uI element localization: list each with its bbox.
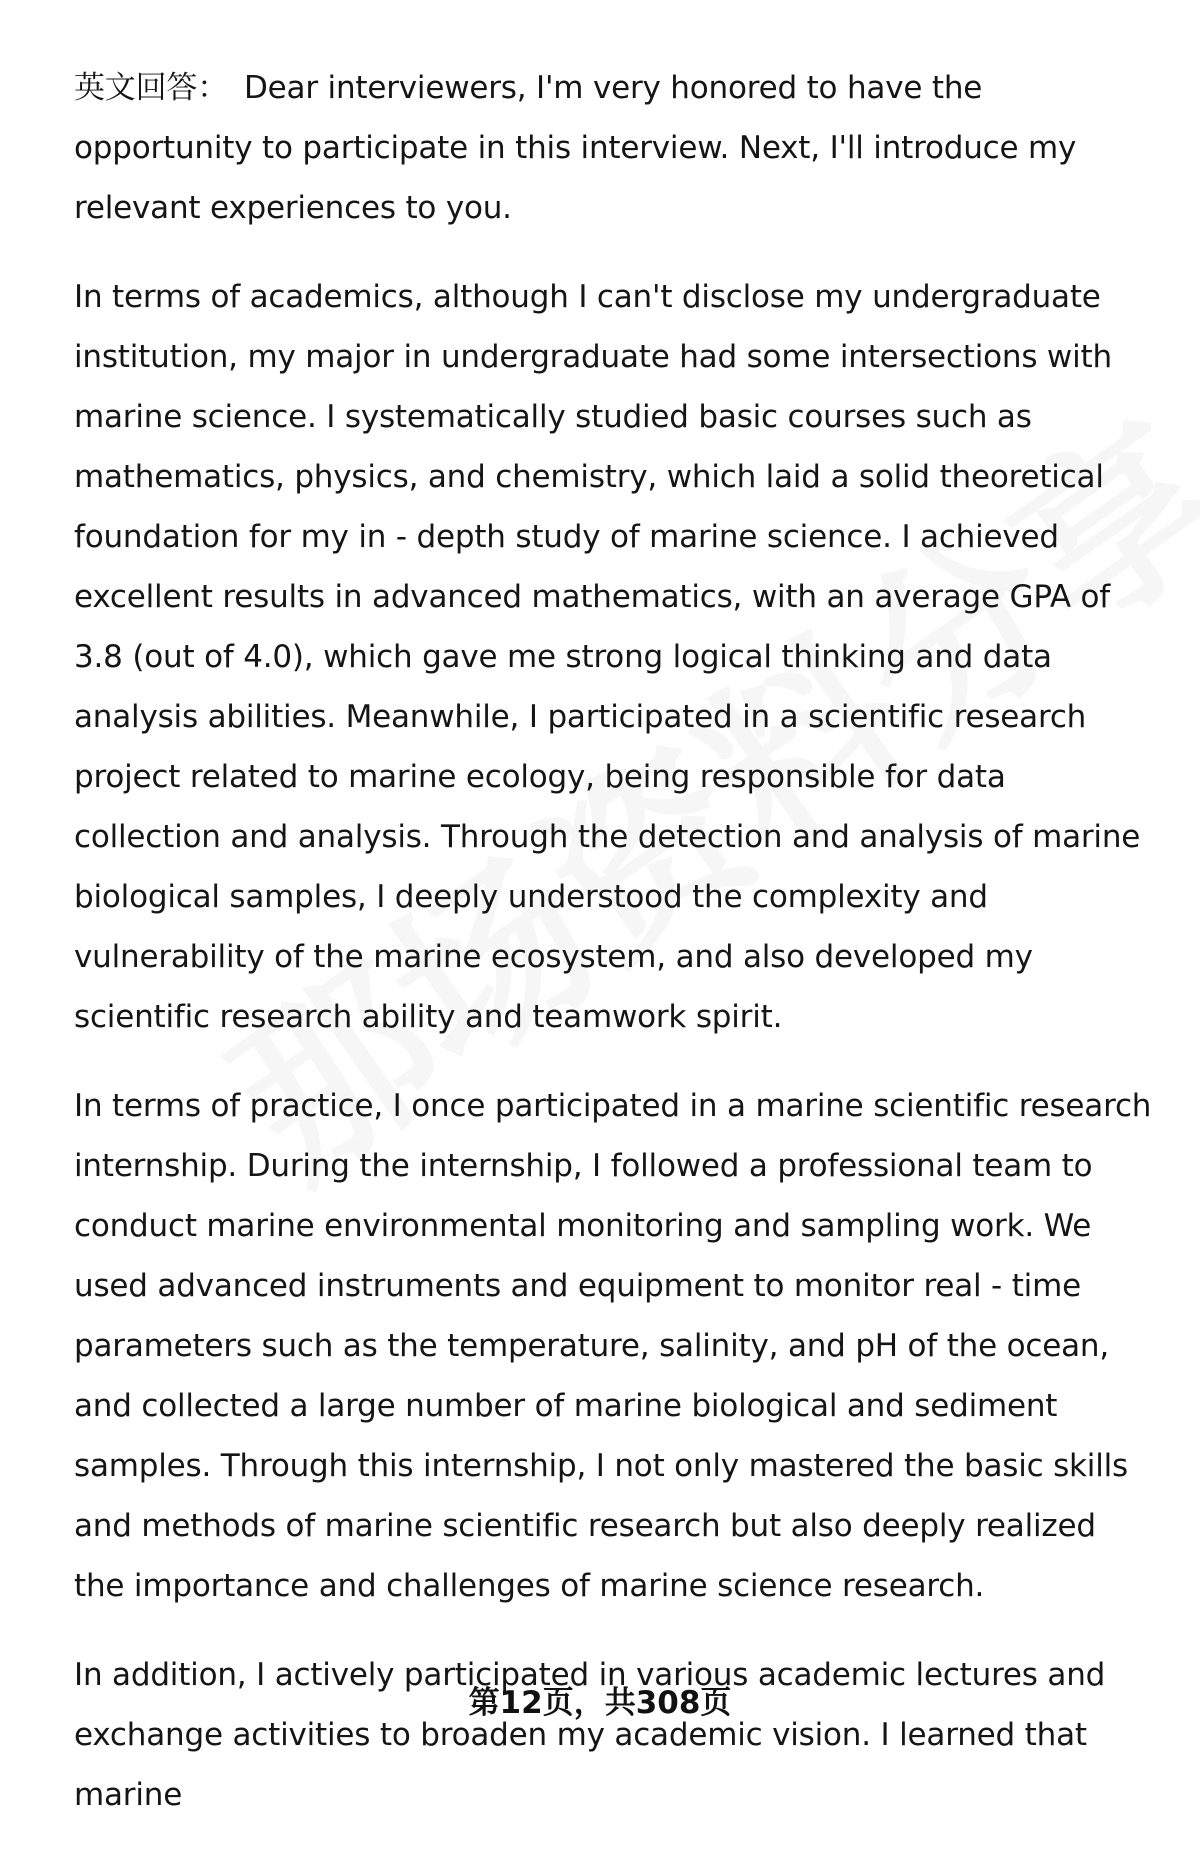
answer-prefix: 英文回答： [74,70,228,106]
paragraph-intro [74,58,1154,238]
paragraph-practice: In terms of practice, I once participated in a marine scientific research internship. During the internship, I followed a professional team to conduct marine environmental monitoring and sampling work. We used advanced instruments and equipment to monitor real - time parameters such as the temperature, salinity, and pH of the ocean, and collected a large number of marine biological and sediment samples. Through this internship, I not only mastered the basic skills and methods of marine scientific research but also deeply realized the importance and challenges of marine science research. [74,1088,1152,1604]
paragraph-additional: In addition, I actively participated in various academic lectures and exchange activities to broaden my academic vision. I learned that marine [74,1657,1106,1813]
page-number-footer: 第12页，共308页 [468,1685,732,1721]
paragraph-academics: In terms of academics, although I can't disclose my undergraduate institution, my major in undergraduate had some intersections with marine science. I systematically studied basic courses such as mathematics, physics, and chemistry, which laid a solid theoretical foundation for my in - depth study of marine science. I achieved excellent results in advanced mathematics, with an average GPA of 3.8 (out of 4.0), which gave me strong logical thinking and data analysis abilities. Meanwhile, I participated in a scientific research project related to marine ecology, being responsible for data collection and analysis. Through the detection and analysis of marine biological samples, I deeply understood the complexity and vulnerability of the marine ecosystem, and also developed my scientific research ability and teamwork spirit. [74,279,1141,1035]
document-body [74,58,1154,1854]
paragraph-intro-text: Dear interviewers, I'm very honored to have the opportunity to participate in this interview. Next, I'll introduce my relevant experiences to you. [74,70,1077,226]
